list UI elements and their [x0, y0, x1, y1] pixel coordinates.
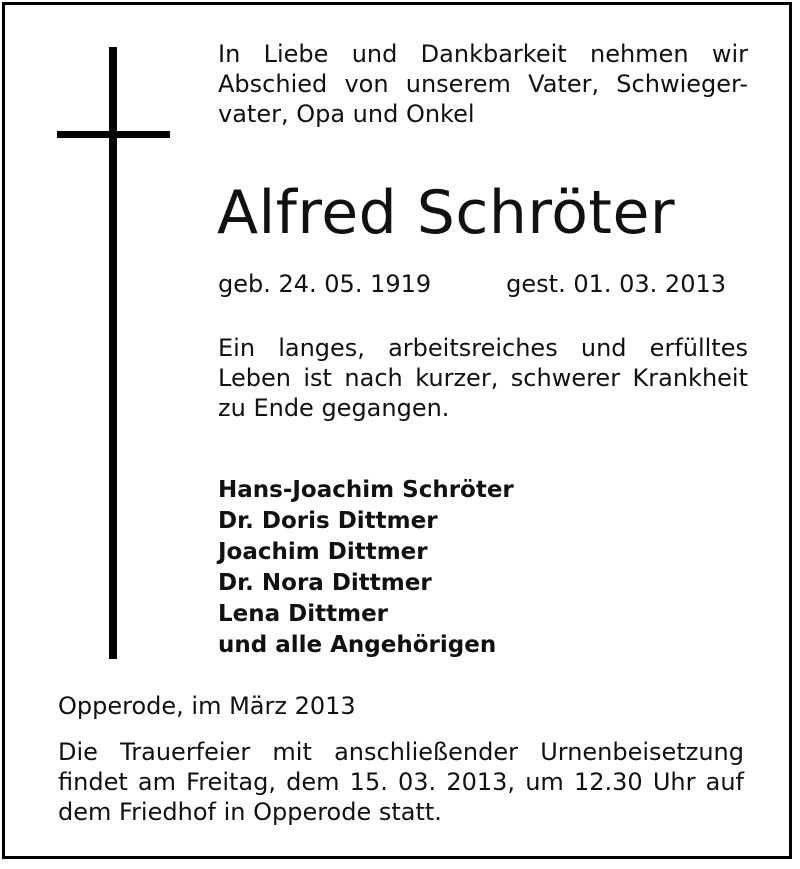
- life-line: Ein langes, arbeitsreiches und erfülltes: [218, 334, 748, 362]
- family-member: Dr. Nora Dittmer: [218, 570, 432, 596]
- funeral-line: findet am Freitag, dem 15. 03. 2013, um 12.30 Uhr auf: [58, 768, 744, 796]
- life-line: zu Ende gegangen.: [218, 394, 450, 422]
- life-text: [218, 333, 748, 423]
- funeral-line: Die Trauerfeier mit anschließender Urnenbeisetzung: [58, 738, 744, 766]
- cross-icon-horizontal: [57, 131, 170, 138]
- family-member: und alle Angehörigen: [218, 632, 497, 658]
- life-line: Leben ist nach kurzer, schwerer Krankheit: [218, 364, 748, 392]
- family-member: Dr. Doris Dittmer: [218, 508, 438, 534]
- funeral-line: dem Friedhof in Opperode statt.: [58, 798, 442, 826]
- place-date: Opperode, im März 2013: [58, 692, 356, 720]
- family-list: [218, 475, 514, 661]
- death-date: gest. 01. 03. 2013: [506, 270, 726, 298]
- funeral-info: [58, 737, 744, 827]
- intro-line: In Liebe und Dankbarkeit nehmen wir: [218, 40, 748, 68]
- cross-icon-vertical: [109, 47, 117, 659]
- obituary-frame: [2, 2, 792, 859]
- family-member: Joachim Dittmer: [218, 539, 428, 565]
- birth-date: geb. 24. 05. 1919: [218, 270, 432, 298]
- family-member: Hans-Joachim Schröter: [218, 477, 514, 503]
- deceased-name: Alfred Schröter: [217, 178, 676, 248]
- intro-line: Abschied von unserem Vater, Schwieger-: [218, 70, 748, 98]
- intro-line: vater, Opa und Onkel: [218, 100, 475, 128]
- intro-text: [218, 39, 748, 129]
- family-member: Lena Dittmer: [218, 601, 389, 627]
- life-dates: [218, 269, 726, 299]
